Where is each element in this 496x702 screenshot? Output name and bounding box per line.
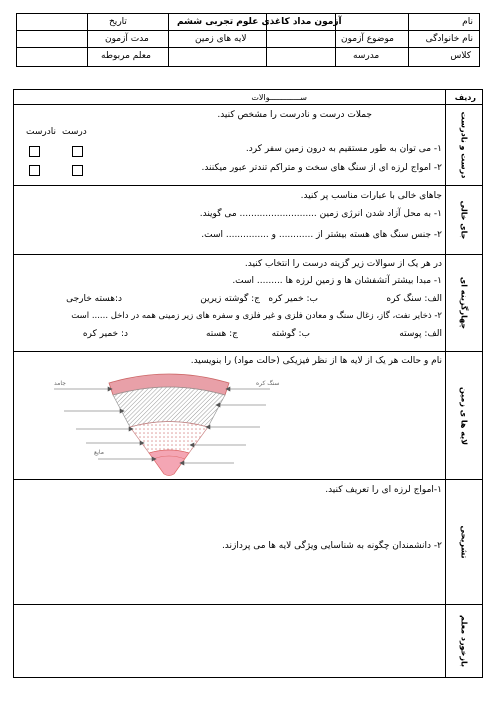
desc-item-2: ۲- دانشمندان چگونه به شناسایی ویژگی لایه ها می پردازند. bbox=[221, 541, 442, 551]
fill-item-1: ۱- به محل آزاد شدن انرژی زمین ........................... می گویند. bbox=[199, 209, 442, 219]
header-table bbox=[16, 13, 480, 67]
label-lithosphere: سنگ کره bbox=[256, 380, 280, 387]
label-liquid: مایع bbox=[94, 449, 104, 456]
mc2-option-c: ج: هسته bbox=[205, 329, 238, 339]
side-fill-blank: جای خالی bbox=[459, 200, 469, 240]
mc1-option-a: الف: سنگ کره bbox=[386, 294, 442, 304]
side-teacher-feedback: بازخورد معلم bbox=[459, 615, 469, 667]
label-school: مدرسه bbox=[353, 51, 380, 61]
mc2-option-d: د: خمیر کره bbox=[82, 329, 128, 339]
checkbox-true-1[interactable] bbox=[72, 146, 83, 157]
mc1-option-d: د:هسته خارجی bbox=[66, 294, 122, 304]
mantle-upper-layer bbox=[113, 387, 225, 427]
label-class: کلاس bbox=[450, 51, 471, 61]
mc-question-2: ۲- ذخایر نفت، گاز، زغال سنگ و معادن فلزی و غیر فلزی و سفره های زیر زمینی همه در داخل ...... است bbox=[71, 311, 442, 321]
tf-item-1: ۱- می توان به طور مستقیم به درون زمین سفر کرد. bbox=[245, 144, 442, 154]
mc1-option-c: ج: گوشته زیرین bbox=[200, 294, 260, 304]
mc1-option-b: ب: خمیر کره bbox=[268, 294, 318, 304]
label-solid: جامد bbox=[54, 380, 66, 387]
exam-subject: لایه های زمین bbox=[195, 34, 247, 44]
exam-table bbox=[13, 89, 483, 678]
outer-core-layer bbox=[130, 422, 208, 454]
side-true-false: درست و نادرست bbox=[459, 111, 469, 179]
instruction-multiple-choice: در هر یک از سوالات زیر گزینه درست را انتخاب کنید. bbox=[244, 259, 442, 269]
earth-layers-diagram bbox=[34, 371, 284, 481]
label-date: تاریخ bbox=[109, 17, 127, 27]
exam-title: آزمون مداد کاغذی علوم تجربی ششم bbox=[177, 17, 342, 27]
mc2-option-b: ب: گوشته bbox=[271, 329, 310, 339]
label-family: نام خانوادگی bbox=[425, 34, 473, 44]
label-subject: موضوع آزمون bbox=[341, 34, 394, 44]
mc2-option-a: الف: پوسته bbox=[399, 329, 442, 339]
side-earth-layers: لایه ها ی زمین bbox=[459, 386, 469, 445]
row-label: ردیف bbox=[454, 93, 476, 102]
mc-question-1: ۱- مبدا بیشتر آتشفشان ها و زمین لرزه ها ......... است. bbox=[232, 276, 442, 286]
desc-item-1: ۱-امواج لرزه ای را تعریف کنید. bbox=[325, 485, 442, 495]
questions-label: ســـــــــــــوالات bbox=[251, 93, 307, 102]
side-descriptive: تشریحی bbox=[459, 525, 469, 559]
col-false: نادرست bbox=[26, 127, 56, 137]
side-multiple-choice: چهارگزینه ای bbox=[459, 276, 469, 330]
tf-item-2: ۲- امواج لرزه ای از سنگ های سخت و متراکم تندتر عبور میکنند. bbox=[201, 163, 442, 173]
checkbox-false-1[interactable] bbox=[29, 146, 40, 157]
checkbox-true-2[interactable] bbox=[72, 165, 83, 176]
fill-item-2: ۲- جنس سنگ های هسته بیشتر از ............ و ............... است. bbox=[201, 230, 442, 240]
label-duration: مدت آزمون bbox=[105, 34, 149, 44]
instruction-fill-blank: جاهای خالی با عبارات مناسب پر کنید. bbox=[300, 191, 442, 201]
col-true: درست bbox=[62, 127, 87, 137]
label-name: نام bbox=[462, 17, 473, 27]
checkbox-false-2[interactable] bbox=[29, 165, 40, 176]
instruction-earth-layers: نام و حالت هر یک از لایه ها از نظر فیزیکی (حالت مواد) را بنویسید. bbox=[190, 356, 442, 366]
label-teacher: معلم مربوطه bbox=[101, 51, 151, 61]
instruction-true-false: جملات درست و نادرست را مشخص کنید. bbox=[217, 110, 372, 120]
